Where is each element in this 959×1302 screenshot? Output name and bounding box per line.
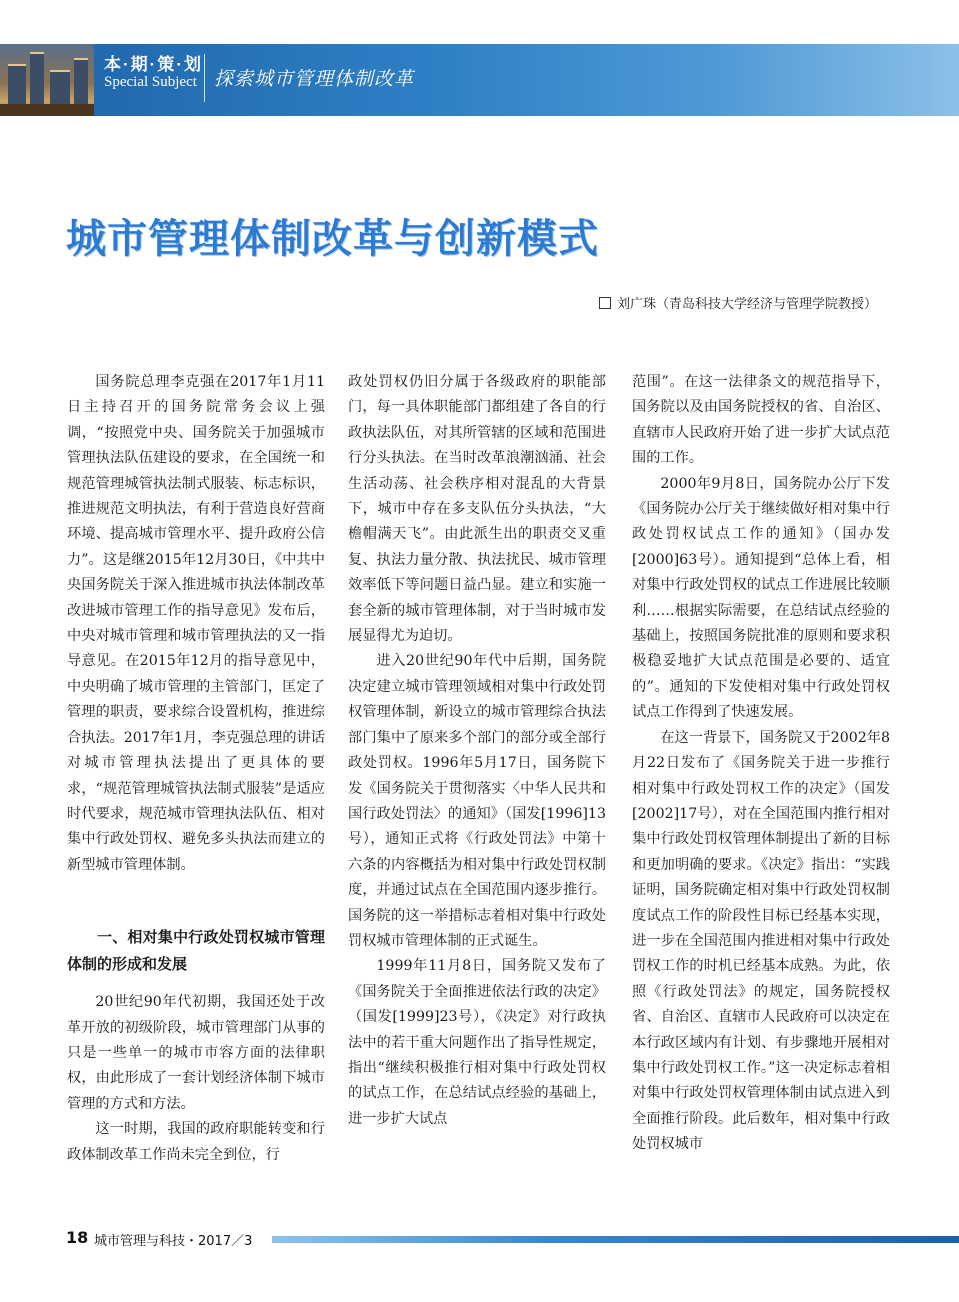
city-photo-image [0,44,94,116]
journal-name: 城市管理与科技・2017／3 [94,1234,253,1249]
header-banner [0,44,959,116]
section-kicker: 本·期·策·划 [104,55,203,74]
page-footer [0,1228,959,1248]
paragraph: 2000年9月8日，国务院办公厅下发《国务院办公厅关于继续做好相对集中行政处罚权试点工作的通知》（国办发[2000]63号）。通知提到“总体上看，相对集中行政处罚权的试点工作进展比较顺利……根据实际需要，在总结试点经验的基础上，按照国务院批准的原则和要求积极稳妥地扩大试点范围是必要的、适宜的”。通知的下发使相对集中行政处罚权试点工作得到了快速发展。 [632,475,890,721]
banner-divider [204,54,205,102]
paragraph: 进入20世纪90年代中后期，国务院决定建立城市管理领域相对集中行政处罚权管理体制，新设立的城市管理综合执法部门集中了原来多个部门的部分或全部行政处罚权。1996年5月17日，国务院下发《国务院关于贯彻落实〈中华人民共和国行政处罚法〉的通知》（国发[1996]13号），通知正式将《行政处罚法》中第十六条的内容概括为相对集中行政处罚权制度，并通过试点在全国范围内逐步推行。国务院的这一举措标志着相对集中行政处罚权城市管理体制的正式诞生。 [348,653,606,949]
section-heading: 一、相对集中行政处罚权城市管理体制的形成和发展 [67,928,325,974]
paragraph: 国务院总理李克强在2017年1月11日主持召开的国务院常务会议上强调，“按照党中央、国务院关于加强城市管理执法队伍建设的要求，在全国统一和规范管理城管执法制式服装、标志标识，推进规范文明执法，有利于营造良好营商环境、提高城市管理水平、提升政府公信力”。这是继2015年12月30日，《中共中央国务院关于深入推进城市执法体制改革 改进城市管理工作的指导意见》发布后，中央对城市管理和城市管理执法的又一指导意见。在2015年12月的指导意见中，中央明确了城市管理的主管部门，匡定了管理的职责，要求综合设置机构，推进综合执法。2017年1月，李克强总理的讲话对城市管理执法提出了更具体的要求，“规范管理城管执法制式服装”是适应时代要求，规范城市管理执法队伍、相对集中行政处罚权、避免多头执法而建立的新型城市管理体制。 [67,374,325,873]
paragraph: 20世纪90年代初期，我国还处于改革开放的初级阶段，城市管理部门从事的只是一些单一的城市市容方面的法律职权，由此形成了一套计划经济体制下城市管理的方式和方法。 [67,994,325,1112]
footer-bar [272,1236,959,1243]
paragraph: 1999年11月8日，国务院又发布了《国务院关于全面推进依法行政的决定》（国发[1999]23号），《决定》对行政执法中的若干重大问题作出了指导性规定，指出“继续积极推行相对集中行政处罚权的试点工作，在总结试点经验的基础上，进一步扩大试点 [348,958,606,1127]
section-topic: 探索城市管理体制改革 [214,68,415,90]
paragraph: 范围”。在这一法律条文的规范指导下，国务院以及由国务院授权的省、自治区、直辖市人民政府开始了进一步扩大试点范围的工作。 [632,374,890,467]
section-kicker-english: Special Subject [104,74,197,90]
article-title: 城市管理体制改革与创新模式 [66,216,599,262]
text-column-1 [67,370,325,1168]
text-column-3 [632,370,890,1158]
paragraph: 在这一背景下，国务院又于2002年8月22日发布了《国务院关于进一步推行相对集中行政处罚权工作的决定》（国发[2002]17号），对在全国范围内推行相对集中行政处罚权管理体制提出了新的目标和更加明确的要求。《决定》指出：“实践证明，国务院确定相对集中行政处罚权制度试点工作的阶段性目标已经基本实现，进一步在全国范围内推进相对集中行政处罚权工作的时机已经基本成熟。为此，依照《行政处罚法》的规定，国务院授权省、自治区、直辖市人民政府可以决定在本行政区域内有计划、有步骤地开展相对集中行政处罚权工作。”这一决定标志着相对集中行政处罚权管理体制由试点进入到全面推行阶段。此后数年，相对集中行政处罚权城市 [632,729,890,1153]
page-number: 18 [66,1228,89,1247]
paragraph: 政处罚权仍旧分属于各级政府的职能部门，每一具体职能部门都组建了各自的行政执法队伍，对其所管辖的区域和范围进行分头执法。在当时改革浪潮汹涌、社会生活动荡、社会秩序相对混乱的大背景下，城市中存在多支队伍分头执法，“大檐帽满天飞”。由此派生出的职责交叉重复、执法力量分散、执法扰民、城市管理效率低下等问题日益凸显。建立和实施一套全新的城市管理体制，对于当时城市发展显得尤为迫切。 [348,374,606,645]
byline [599,293,877,312]
square-bullet-icon [599,297,611,309]
text-column-2 [348,370,606,1132]
paragraph: 这一时期，我国的政府职能转变和行政体制改革工作尚未完全到位，行 [67,1121,325,1163]
byline-text: 刘广珠（青岛科技大学经济与管理学院教授） [616,297,877,312]
